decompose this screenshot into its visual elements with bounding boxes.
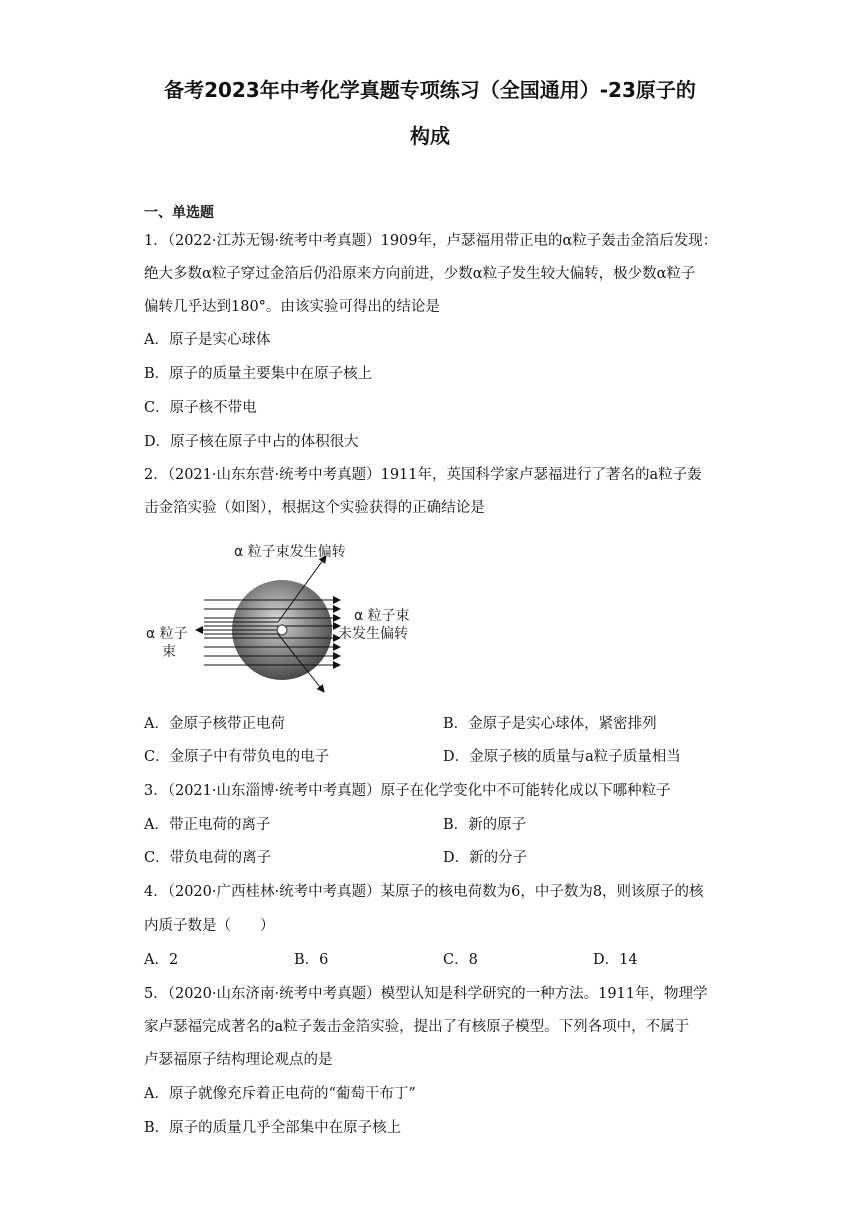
q2-option-c: C．金原子中有带负电的电子 [144,749,330,765]
figure-label-alpha-2: 束 [162,644,176,660]
doc-title-line-1: 备考2023年中考化学真题专项练习（全国通用）-23原子的 [164,78,696,102]
q4-option-d: D．14 [593,952,638,968]
q3-option-c: C．带负电荷的离子 [144,850,272,866]
q1-option-d: D．原子核在原子中占的体积很大 [144,434,359,450]
q3-option-d: D．新的分子 [443,850,528,866]
q1-option-b: B．原子的质量主要集中在原子核上 [144,366,373,382]
section-heading: 一、单选题 [144,205,214,221]
figure-label-deflected: α 粒子束发生偏转 [234,544,346,560]
q4-option-a: A．2 [144,952,179,968]
rutherford-experiment-figure [142,536,442,696]
q3-option-a: A．带正电荷的离子 [144,817,271,833]
q1-stem-line-1: 1．（2022·江苏无锡·统考中考真题）1909年，卢瑟福用带正电的α粒子轰击金箔后发现： [144,233,718,249]
q4-stem-line-1: 4．（2020·广西桂林·统考中考真题）某原子的核电荷数为6，中子数为8，则该原子的核 [144,884,704,900]
q3-option-b: B．新的原子 [443,817,527,833]
q4-option-c: C．8 [443,952,478,968]
q2-option-d: D．金原子核的质量与a粒子质量相当 [443,749,681,765]
doc-title-line-2: 构成 [410,124,450,148]
q5-option-b: B．原子的质量几乎全部集中在原子核上 [144,1120,402,1136]
figure-label-undeflected-2: 未发生偏转 [338,626,408,642]
gold-nucleus [277,625,287,635]
q5-stem-line-1: 5．（2020·山东济南·统考中考真题）模型认知是科学研究的一种方法。1911年，物理学 [144,986,708,1002]
q1-stem-line-2: 绝大多数α粒子穿过金箔后仍沿原来方向前进，少数α粒子发生较大偏转，极少数α粒子 [144,266,696,282]
q1-option-a: A．原子是实心球体 [144,332,271,348]
figure-label-undeflected-1: α 粒子束 [354,608,410,624]
q3-stem-line-1: 3．（2021·山东淄博·统考中考真题）原子在化学变化中不可能转化成以下哪种粒子 [144,783,671,799]
q4-option-b: B．6 [294,952,329,968]
q2-option-b: B．金原子是实心球体，紧密排列 [443,716,657,732]
q1-stem-line-3: 偏转几乎达到180°。由该实验可得出的结论是 [144,299,440,315]
q2-stem-line-2: 击金箔实验（如图），根据这个实验获得的正确结论是 [144,500,485,516]
q5-option-a: A．原子就像充斥着正电荷的“葡萄干布丁” [144,1086,416,1102]
q5-stem-line-2: 家卢瑟福完成著名的a粒子轰击金箔实验，提出了有核原子模型。下列各项中，不属于 [144,1019,690,1035]
q4-stem-line-2: 内质子数是（ ） [144,918,275,934]
q2-stem-line-1: 2．（2021·山东东营·统考中考真题）1911年，英国科学家卢瑟福进行了著名的a粒子轰 [144,467,702,483]
q5-stem-line-3: 卢瑟福原子结构理论观点的是 [144,1052,333,1068]
q1-option-c: C．原子核不带电 [144,400,257,416]
q2-option-a: A．金原子核带正电荷 [144,716,285,732]
figure-label-alpha-1: α 粒子 [146,626,188,642]
